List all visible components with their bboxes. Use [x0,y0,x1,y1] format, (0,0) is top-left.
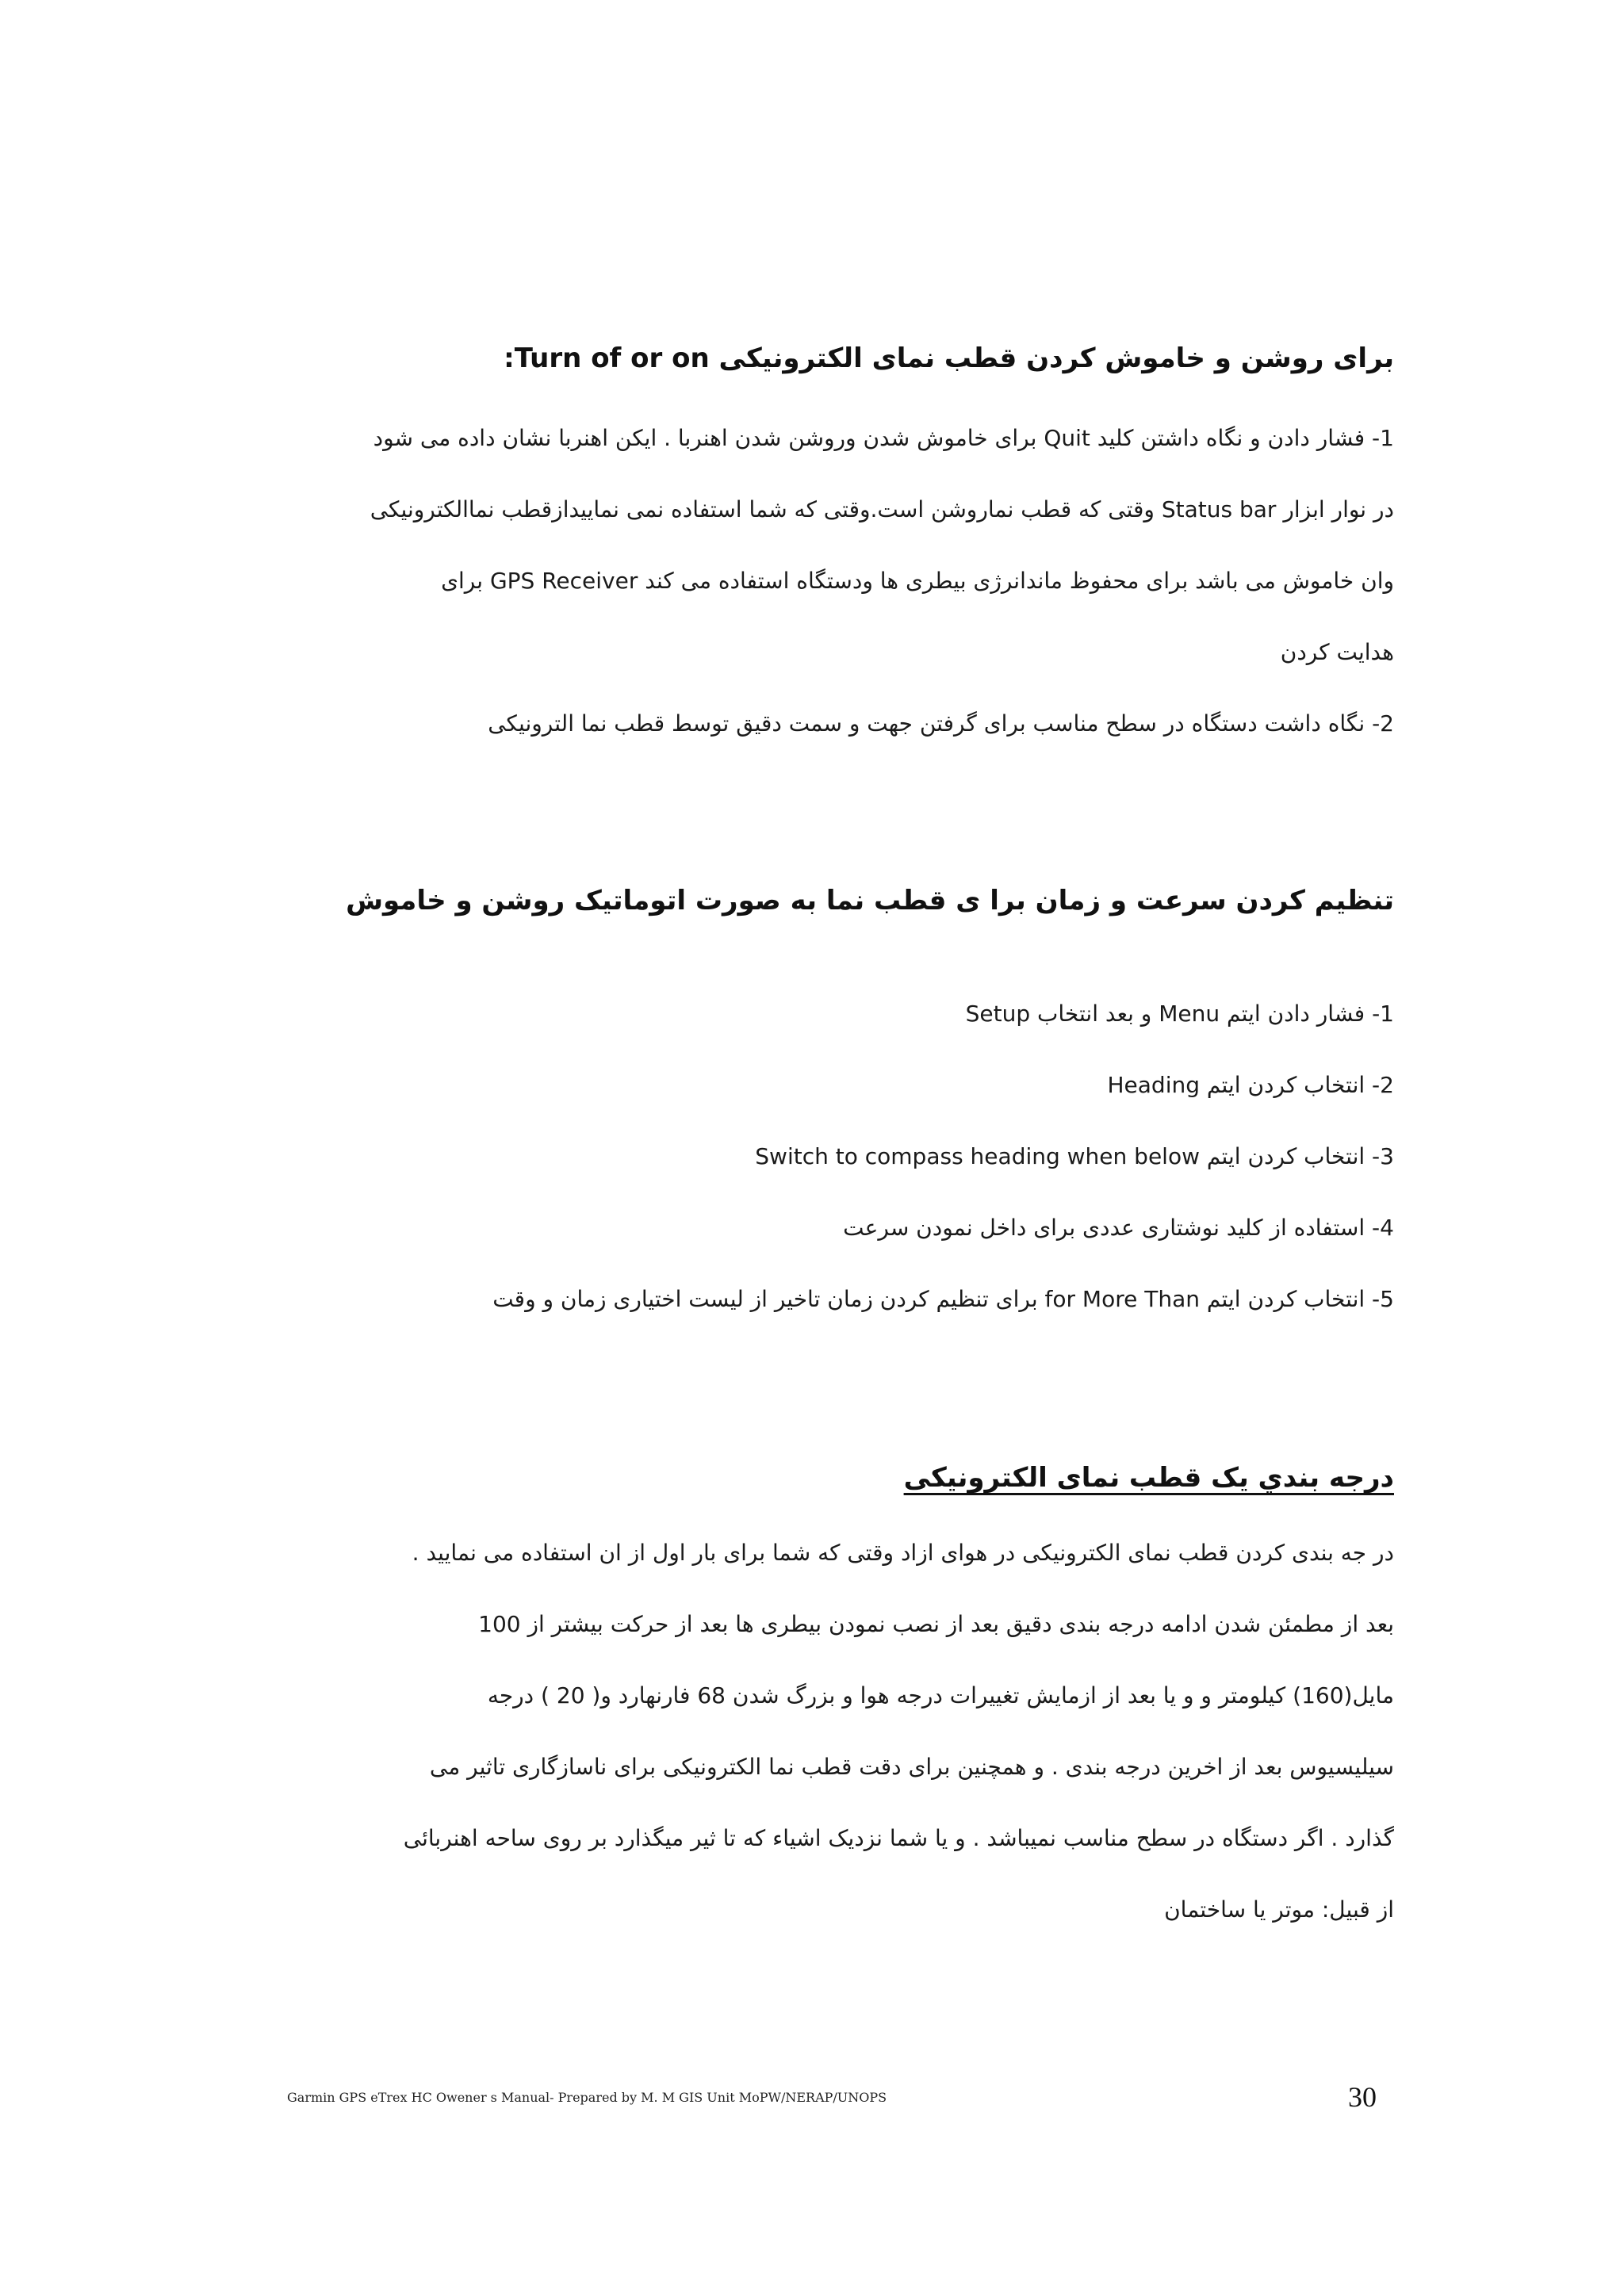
section1-line-3: وان خاموش می باشد برای محفوظ ماندانرژی بیطری ها ودستگاه استفاده می کند GPS Receiver برای [441,568,1394,594]
section2-step-5: 5- انتخاب کردن ایتم for More Than برای تنظیم کردن زمان تاخیر از لیست اختیاری زمان و وقت [492,1286,1394,1312]
section1-line-1: 1- فشار دادن و نگاه داشتن کلید Quit برای خاموش شدن وروشن شدن اهنربا . ایکن اهنربا نشان داده می شود [373,425,1394,451]
footer-text: Garmin GPS eTrex HC Owener s Manual- Prepared by M. M GIS Unit MoPW/NERAP/UNOPS [287,2090,887,2105]
section1-heading: برای روشن و خاموش کردن قطب نمای الکترونیکی Turn of or on: [504,342,1394,374]
section3-line-2: بعد از مطمئن شدن ادامه درجه بندی دقیق بعد از نصب نمودن بیطری ها بعد از حرکت بیشتر از 100 [478,1611,1394,1637]
section3-line-4: سیلیسیوس بعد از اخرین درجه بندی . و همچنین برای دقت قطب نما الکترونیکی برای ناسازگاری تاثیر می [429,1754,1394,1780]
section2-step-1: 1- فشار دادن ایتم Menu و بعد انتخاب Setup [965,1001,1394,1027]
section3-line-1: در جه بندی کردن قطب نمای الکترونیکی در هوای ازاد وقتی که شما برای بار اول از ان استفاده می نمایید . [412,1540,1394,1566]
section3-line-5: گذارد . اگر دستگاه در سطح مناسب نمیباشد . و یا شما نزدیک اشیاء که تا ثیر میگذارد بر روی ساحه اهنربائی [403,1825,1394,1851]
section3-line-3: مایل(160) کیلومتر و و یا بعد از ازمایش تغییرات درجه هوا و بزرگ شدن 68 فارنهارد و( 20 ) درجه [487,1682,1394,1709]
section1-line-2: در نوار ابزار Status bar وقتی که قطب نماروشن است.وقتی که شما استفاده نمی نماییدازقطب نماالکترونیکی [370,496,1394,522]
section2-step-3: 3- انتخاب کردن ایتم Switch to compass heading when below [755,1143,1394,1169]
section3-heading: درجه بندي يک قطب نمای الکترونیکی [903,1462,1394,1494]
section1-line-5: 2- نگاه داشت دستگاه در سطح مناسب برای گرفتن جهت و سمت دقیق توسط قطب نما الترونیکی [488,710,1394,737]
section1-line-4: هدایت کردن [1280,639,1394,665]
section2-heading: تنظیم کردن سرعت و زمان برا ی قطب نما به صورت اتوماتیک روشن و خاموش [346,885,1394,916]
section2-step-4: 4- استفاده از کلید نوشتاری عددی برای داخل نمودن سرعت [843,1215,1394,1241]
page-number: 30 [1348,2081,1377,2113]
section3-line-6: از قبیل: موتر یا ساختمان [1164,1896,1394,1923]
section2-step-2: 2- انتخاب کردن ایتم Heading [1107,1072,1394,1098]
